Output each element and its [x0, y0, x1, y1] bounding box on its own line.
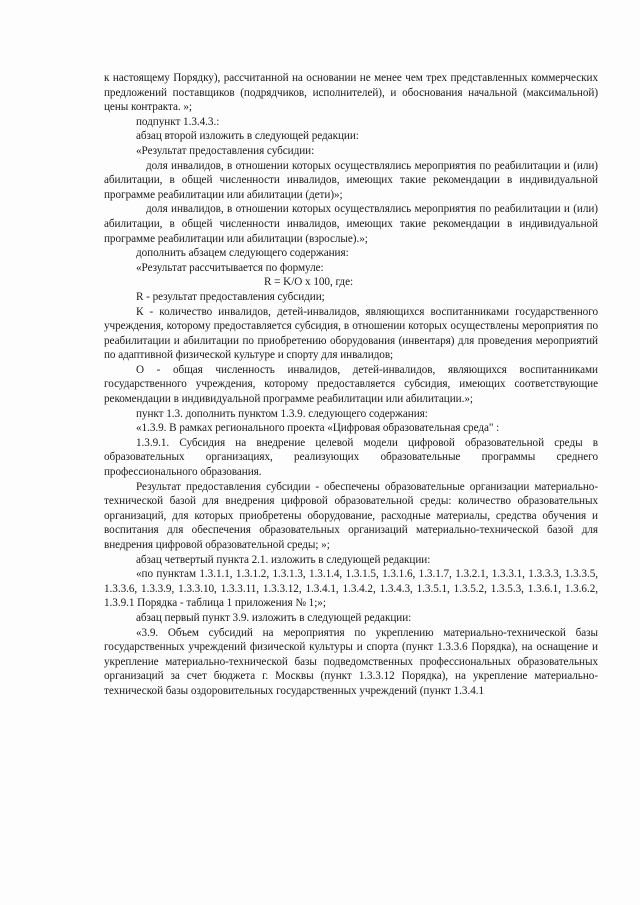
paragraph: подпункт 1.3.4.3.: — [136, 115, 220, 128]
paragraph: абзац второй изложить в следующей редакции: — [136, 130, 359, 143]
paragraph: О - общая численность инвалидов, детей-инвалидов, являющихся воспитанниками государственного учреждения, которому предоставляется субсидия, имеющих соответствующие рекомендации в индивидуальной программе реабилитации или абилитации.»; — [104, 363, 598, 406]
paragraph: «Результат рассчитывается по формуле: — [136, 261, 324, 274]
paragraph: Результат предоставления субсидии - обеспечены образовательные организации материально-технической базой для внедрения цифровой образовательной среды: количество образовательных организаций, для которых приобретены оборудование, расходные материалы, средства обучения и воспитания для обеспечения образовательных организаций материально-технической базой для внедрения цифровой образовательной среды; »; — [104, 480, 598, 551]
paragraph: абзац первый пункт 3.9. изложить в следующей редакции: — [136, 611, 412, 624]
paragraph: «3.9. Объем субсидий на мероприятия по укреплению материально-технической базы государственных учреждений физической культуры и спорта (пункт 1.3.3.6 Порядка), на оснащение и укрепление материально-технической базы подведомственных профессиональных образовательных организаций за счет бюджета г. Москвы (пункт 1.3.3.12 Порядка), на укрепление материально-технической базы оздоровительных государственных учреждений (пункт 1.3.4.1 — [104, 626, 598, 697]
paragraph: абзац четвертый пункта 2.1. изложить в следующей редакции: — [136, 553, 431, 566]
paragraph: доля инвалидов, в отношении которых осуществлялись мероприятия по реабилитации и (или) абилитации, в общей численности инвалидов, имеющих такие рекомендации в индивидуальной программе реабилитации или абилитации (дети)»; — [104, 159, 598, 201]
paragraph: дополнить абзацем следующего содержания: — [136, 247, 349, 260]
paragraph: К - количество инвалидов, детей-инвалидов, являющихся воспитанниками государственного учреждения, которому предоставляется субсидия, в отношении которых осуществлены мероприятия по реабилитации и абилитации по приобретению оборудования (инвентаря) для проведения мероприятий по адаптивной физической культуре и спорту для инвалидов; — [104, 305, 598, 362]
paragraph: «1.3.9. В рамках регионального проекта «Цифровая образовательная среда" : — [136, 422, 500, 435]
paragraph: 1.3.9.1. Субсидия на внедрение целевой модели цифровой образовательной среды в образовательных организациях, реализующих образовательные программы среднего профессионального образования. — [104, 436, 598, 479]
paragraph: пункт 1.3. дополнить пунктом 1.3.9. следующего содержания: — [136, 407, 428, 420]
document-body — [104, 71, 598, 699]
paragraph: «Результат предоставления субсидии: — [136, 144, 315, 157]
paragraph: доля инвалидов, в отношении которых осуществлялись мероприятия по реабилитации и (или) абилитации, в общей численности инвалидов, имеющих такие рекомендации в индивидуальной программе реабилитации или абилитации (взрослые).»; — [104, 203, 598, 245]
paragraph: R - результат предоставления субсидии; — [136, 290, 325, 303]
paragraph: R = K/O x 100, где: — [264, 276, 354, 289]
paragraph: к настоящему Порядку), рассчитанной на основании не менее чем трех представленных коммерческих предложений поставщиков (подрядчиков, исполнителей), и обоснования начальной (максимальной) цены контракта. »; — [104, 72, 598, 114]
paragraph: «по пунктам 1.3.1.1, 1.3.1.2, 1.3.1.3, 1.3.1.4, 1.3.1.5, 1.3.1.6, 1.3.1.7, 1.3.2.1, 1.3.3.1, 1.3.3.3, 1.3.3.5, 1.3.3.6, 1.3.3.9, 1.3.3.10, 1.3.3.11, 1.3.3.12, 1.3.4.1, 1.3.4.2, 1.3.4.3, 1.3.5.1, 1.3.5.2, 1.3.5.3, 1.3.6.1, 1.3.6.2, 1.3.9.1 Порядка - таблица 1 приложения № 1;»; — [104, 568, 598, 610]
